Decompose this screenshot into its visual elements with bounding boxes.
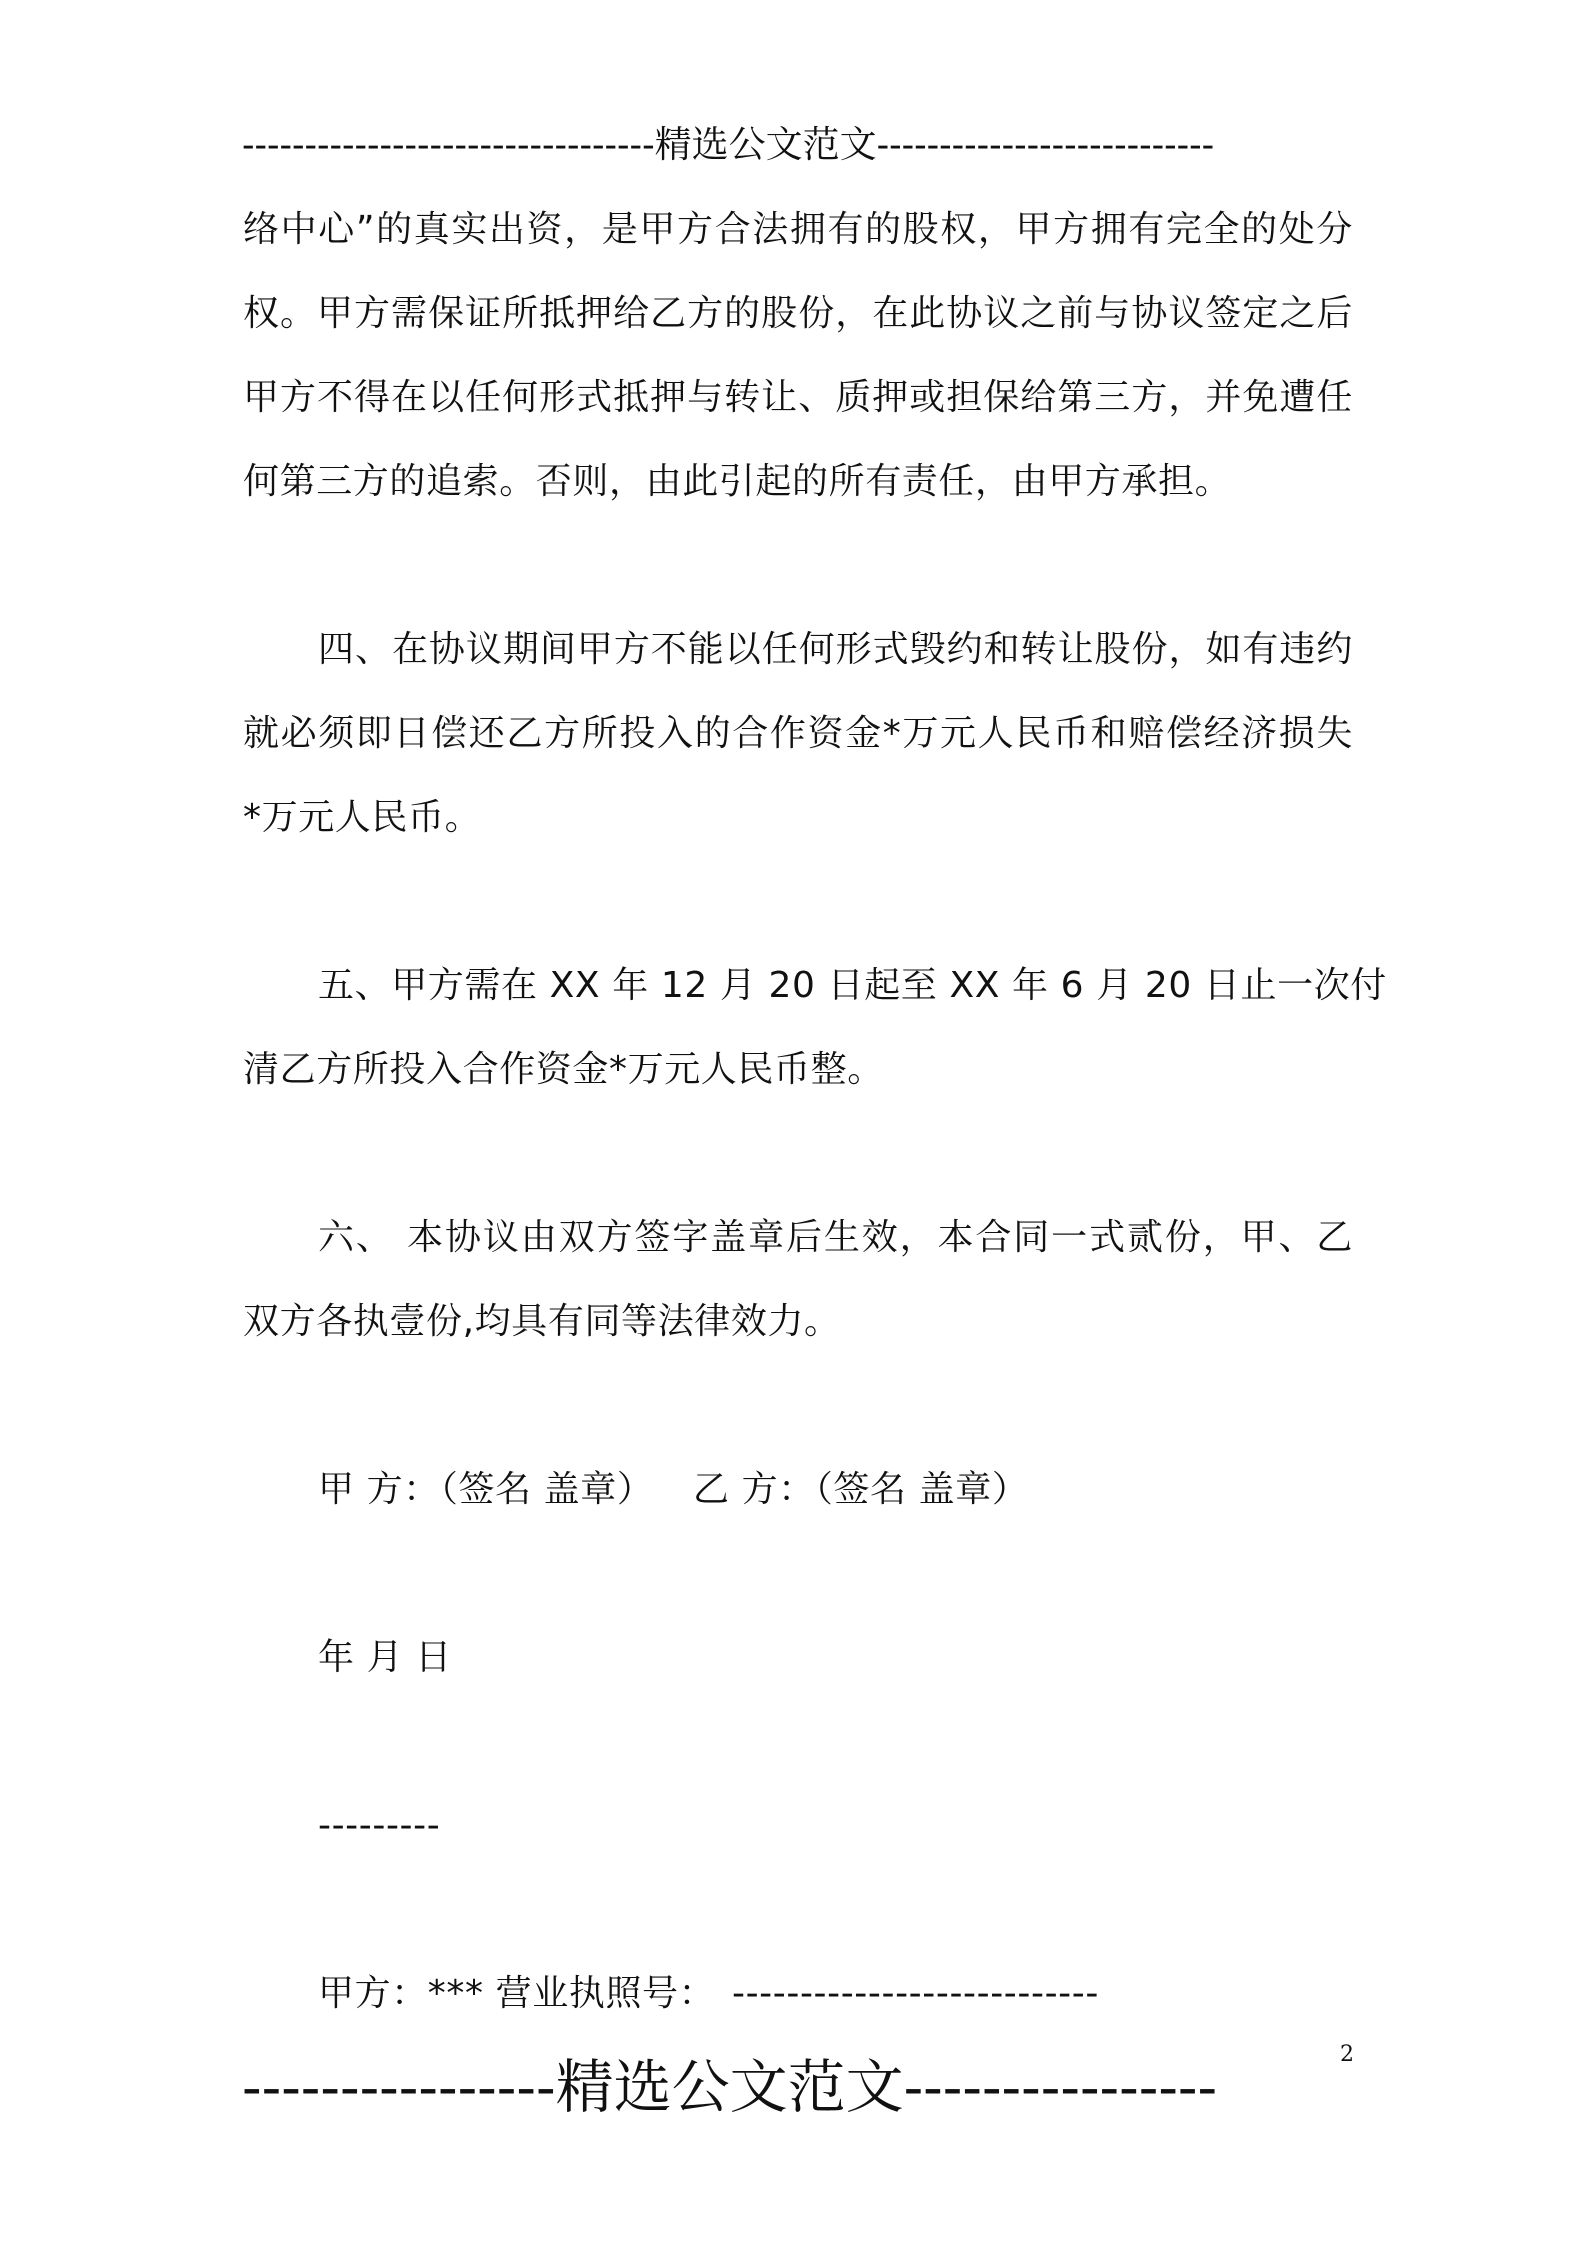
separator-line: --------- bbox=[318, 1805, 441, 1846]
clause-line: 四、在协议期间甲方不能以任何形式毁约和转让股份，如有违约 bbox=[318, 629, 1353, 670]
party-a-signature: 甲 方：（签名 盖章） bbox=[318, 1469, 654, 1510]
clause-line: *万元人民币。 bbox=[243, 797, 482, 838]
paragraph-line: 甲方不得在以任何形式抵押与转让、质押或担保给第三方，并免遭任 bbox=[243, 377, 1353, 418]
business-license-label: 甲方：*** 营业执照号： bbox=[318, 1973, 716, 2014]
paragraph-line: 络中心”的真实出资，是甲方合法拥有的股权，甲方拥有完全的处分 bbox=[243, 209, 1353, 250]
business-license-blank: --------------------------- bbox=[732, 1973, 1099, 2014]
clause-line: 就必须即日偿还乙方所投入的合作资金*万元人民币和赔偿经济损失 bbox=[243, 713, 1353, 754]
date-line: 年 月 日 bbox=[318, 1637, 452, 1678]
footer-banner: ----------------精选公文范文---------------- bbox=[242, 2053, 1218, 2121]
header-banner: ---------------------------------精选公文范文--------------------------- bbox=[242, 123, 1215, 166]
clause-line: 五、甲方需在 XX 年 12 月 20 日起至 XX 年 6 月 20 日止一次付 bbox=[318, 965, 1387, 1006]
clause-line: 双方各执壹份,均具有同等法律效力。 bbox=[243, 1301, 841, 1342]
clause-line: 清乙方所投入合作资金*万元人民币整。 bbox=[243, 1049, 884, 1090]
page-number: 2 bbox=[1340, 2042, 1354, 2067]
paragraph-line: 何第三方的追索。否则，由此引起的所有责任，由甲方承担。 bbox=[243, 461, 1232, 502]
paragraph-line: 权。甲方需保证所抵押给乙方的股份，在此协议之前与协议签定之后 bbox=[243, 293, 1353, 334]
party-b-signature: 乙 方：（签名 盖章） bbox=[693, 1469, 1029, 1510]
clause-line: 六、 本协议由双方签字盖章后生效，本合同一式贰份，甲、乙 bbox=[318, 1217, 1353, 1258]
